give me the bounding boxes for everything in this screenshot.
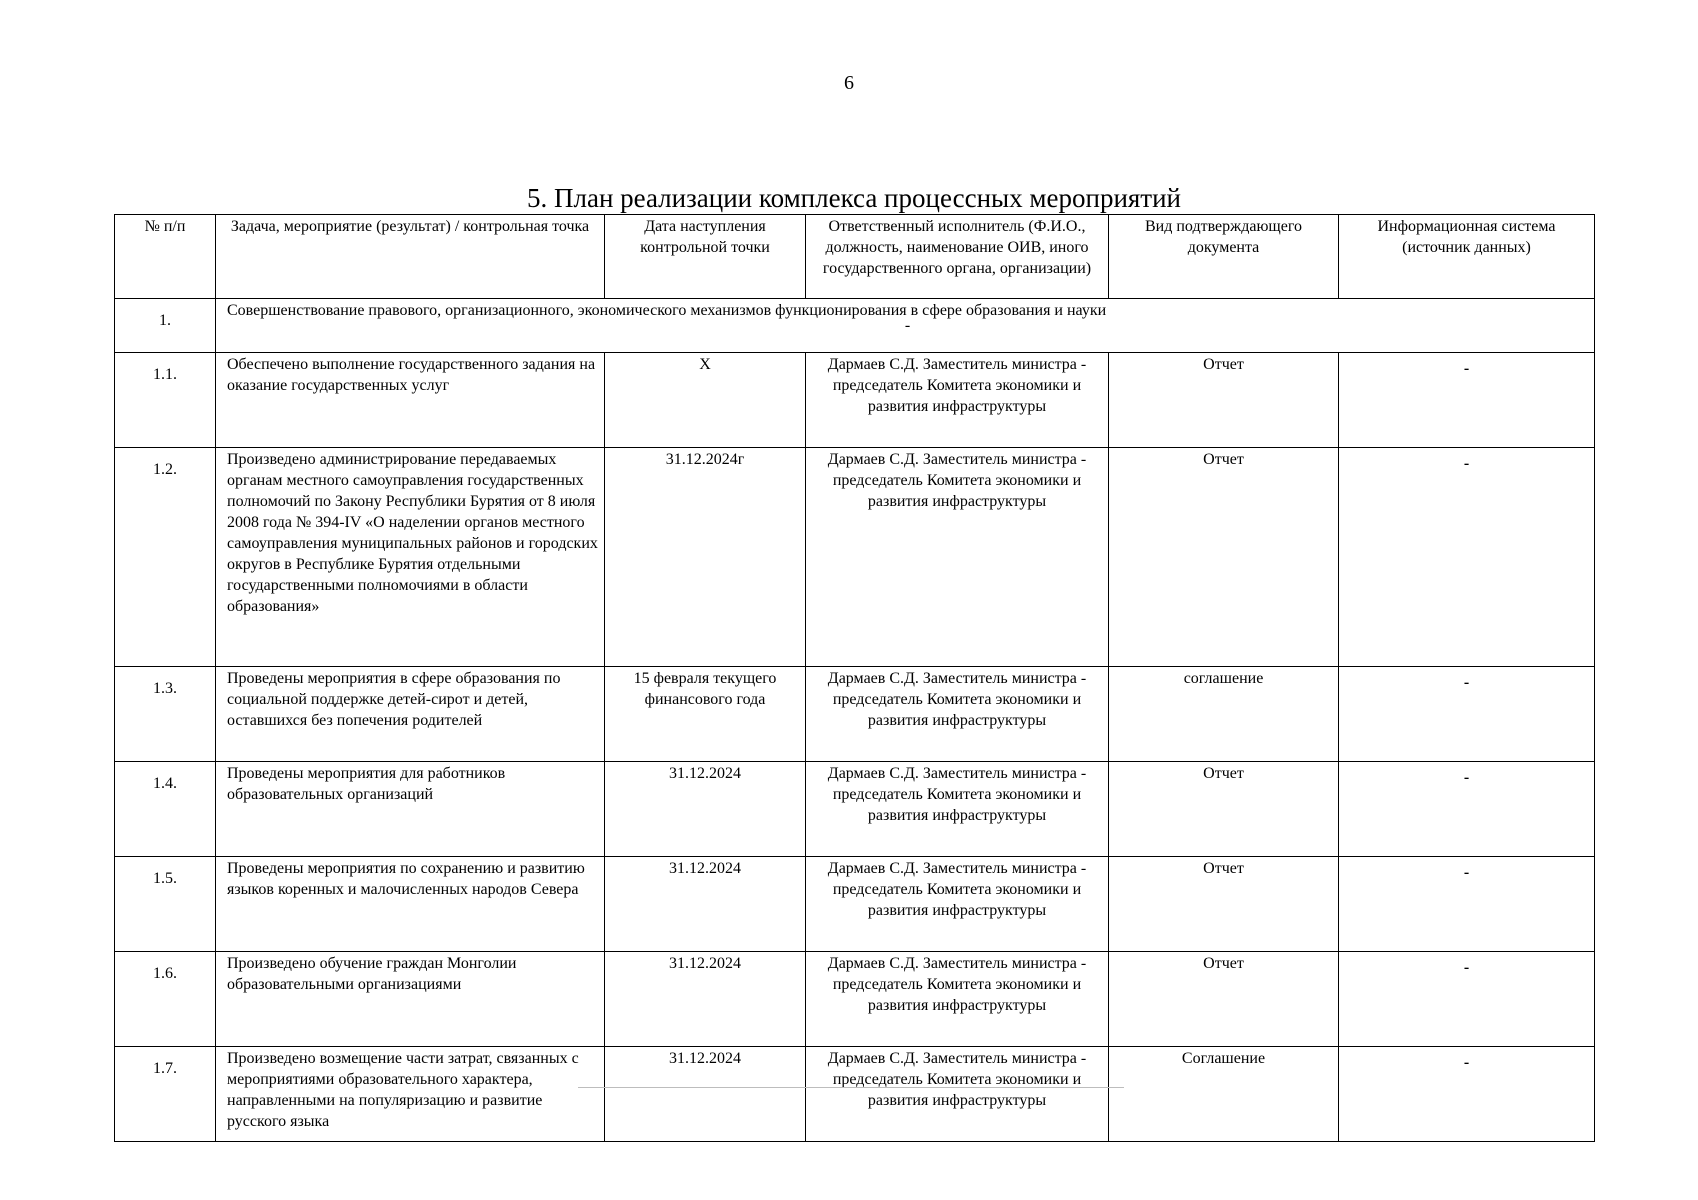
row-document: Отчет xyxy=(1109,857,1339,952)
header-number: № п/п xyxy=(115,215,216,299)
section-row xyxy=(115,299,1595,353)
table-row xyxy=(115,952,1595,1047)
row-system: - xyxy=(1463,769,1470,786)
row-system-cell xyxy=(1339,353,1595,448)
row-date: 31.12.2024 xyxy=(605,857,806,952)
row-task: Произведено обучение граждан Монголии образовательными организациями xyxy=(216,952,605,1047)
table-row xyxy=(115,762,1595,857)
row-task: Произведено администрирование передаваемых органам местного самоуправления государственных полномочий по Закону Республики Бурятия от 8 июля 2008 года № 394-IV «О наделении органов местного самоуправления муниципальных районов и городских округов в Республике Бурятия отдельными государственными полномочиями в области образования» xyxy=(216,448,605,667)
row-responsible: Дармаев С.Д. Заместитель министра - председатель Комитета экономики и развития инфраструктуры xyxy=(806,857,1109,952)
header-task: Задача, мероприятие (результат) / контрольная точка xyxy=(216,215,605,299)
page-number: 6 xyxy=(844,72,854,94)
row-task: Проведены мероприятия для работников образовательных организаций xyxy=(216,762,605,857)
table-header-row xyxy=(115,215,1595,299)
row-task: Обеспечено выполнение государственного задания на оказание государственных услуг xyxy=(216,353,605,448)
row-task: Произведено возмещение части затрат, связанных с мероприятиями образовательного характера, направленными на популяризацию и развитие русского языка xyxy=(216,1047,605,1142)
row-system-cell xyxy=(1339,952,1595,1047)
row-responsible: Дармаев С.Д. Заместитель министра - председатель Комитета экономики и развития инфраструктуры xyxy=(806,1047,1109,1142)
table-row xyxy=(115,1047,1595,1142)
row-number: 1.1. xyxy=(115,353,216,448)
row-system-cell xyxy=(1339,1047,1595,1142)
table-row xyxy=(115,448,1595,667)
page-title: 5. План реализации комплекса процессных мероприятий xyxy=(526,183,1182,213)
header-system: Информационная система (источник данных) xyxy=(1339,215,1595,299)
table-row xyxy=(115,857,1595,952)
row-document: Соглашение xyxy=(1109,1047,1339,1142)
row-document: Отчет xyxy=(1109,448,1339,667)
row-number: 1.5. xyxy=(115,857,216,952)
row-system: - xyxy=(1463,360,1470,377)
row-system: - xyxy=(1463,455,1470,472)
row-date: 15 февраля текущего финансового года xyxy=(605,667,806,762)
row-document: соглашение xyxy=(1109,667,1339,762)
row-system: - xyxy=(1463,1054,1470,1071)
row-date: 31.12.2024 xyxy=(605,1047,806,1142)
row-task: Проведены мероприятия по сохранению и развитию языков коренных и малочисленных народов Севера xyxy=(216,857,605,952)
row-document: Отчет xyxy=(1109,762,1339,857)
row-date: 31.12.2024г xyxy=(605,448,806,667)
row-number: 1.4. xyxy=(115,762,216,857)
row-responsible: Дармаев С.Д. Заместитель министра - председатель Комитета экономики и развития инфраструктуры xyxy=(806,667,1109,762)
row-number: 1.7. xyxy=(115,1047,216,1142)
row-system-cell xyxy=(1339,448,1595,667)
row-responsible: Дармаев С.Д. Заместитель министра - председатель Комитета экономики и развития инфраструктуры xyxy=(806,353,1109,448)
row-date: 31.12.2024 xyxy=(605,952,806,1047)
section-cell xyxy=(216,299,1595,353)
plan-table xyxy=(114,214,1595,1142)
row-date: 31.12.2024 xyxy=(605,762,806,857)
section-number: 1. xyxy=(115,299,216,353)
row-document: Отчет xyxy=(1109,353,1339,448)
section-title: Совершенствование правового, организационного, экономического механизмов функционирования в сфере образования и науки xyxy=(227,302,1107,319)
row-document: Отчет xyxy=(1109,952,1339,1047)
row-system-cell xyxy=(1339,762,1595,857)
row-system-cell xyxy=(1339,667,1595,762)
row-responsible: Дармаев С.Д. Заместитель министра - председатель Комитета экономики и развития инфраструктуры xyxy=(806,448,1109,667)
row-responsible: Дармаев С.Д. Заместитель министра - председатель Комитета экономики и развития инфраструктуры xyxy=(806,952,1109,1047)
row-number: 1.3. xyxy=(115,667,216,762)
row-responsible: Дармаев С.Д. Заместитель министра - председатель Комитета экономики и развития инфраструктуры xyxy=(806,762,1109,857)
section-sub: - xyxy=(904,317,911,334)
row-system-cell xyxy=(1339,857,1595,952)
table-row xyxy=(115,353,1595,448)
header-document: Вид подтверждающего документа xyxy=(1109,215,1339,299)
header-responsible: Ответственный исполнитель (Ф.И.О., должность, наименование ОИВ, иного государственного органа, организации) xyxy=(806,215,1109,299)
footer-divider xyxy=(578,1087,1124,1088)
table-row xyxy=(115,667,1595,762)
row-number: 1.2. xyxy=(115,448,216,667)
row-number: 1.6. xyxy=(115,952,216,1047)
header-date: Дата наступления контрольной точки xyxy=(605,215,806,299)
row-system: - xyxy=(1463,674,1470,691)
row-system: - xyxy=(1463,959,1470,976)
row-task: Проведены мероприятия в сфере образования по социальной поддержке детей-сирот и детей, оставшихся без попечения родителей xyxy=(216,667,605,762)
row-date: Х xyxy=(605,353,806,448)
row-system: - xyxy=(1463,864,1470,881)
